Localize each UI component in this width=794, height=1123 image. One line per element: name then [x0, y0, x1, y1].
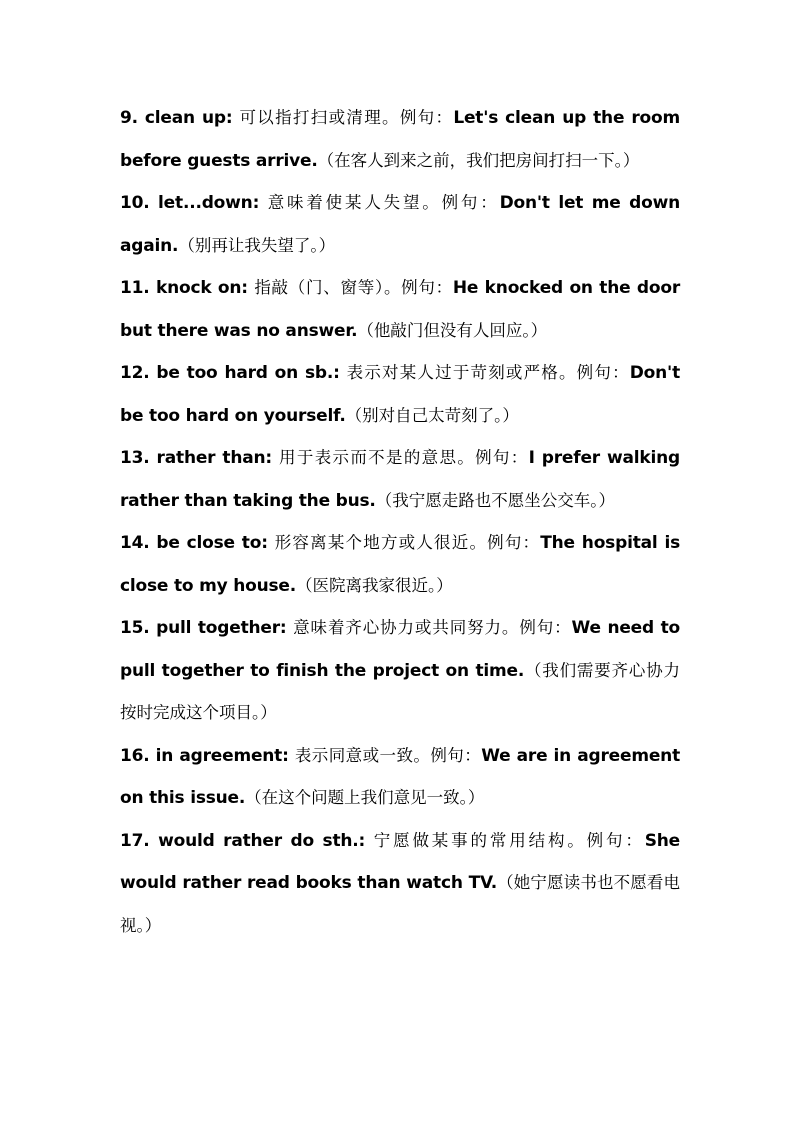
list-item	[120, 607, 680, 735]
phrase-head: 9. clean up:	[120, 108, 240, 128]
phrase-head: 15. pull together:	[120, 618, 294, 638]
phrase-example: I prefer walking rather than taking the bus.	[120, 448, 681, 511]
phrase-definition: 可以指打扫或清理。例句：	[239, 108, 454, 127]
phrase-definition: 指敲（门、窗等）。例句：	[254, 278, 453, 297]
phrase-example: The hospital is close to my house.	[120, 533, 680, 596]
phrase-translation: （他敲门但没有人回应。）	[357, 320, 548, 340]
phrase-example: He knocked on the door but there was no answer.	[120, 278, 681, 341]
phrase-definition: 意味着使某人失望。例句：	[267, 193, 500, 212]
phrase-head: 17. would rather do sth.:	[120, 830, 374, 851]
phrase-example: Don't be too hard on yourself.	[120, 363, 680, 426]
phrase-head: 13. rather than:	[120, 448, 280, 468]
list-item	[120, 522, 680, 607]
phrase-example: We are in agreement on this issue.	[120, 745, 680, 808]
list-item	[120, 352, 680, 437]
phrase-example: Let's clean up the room before guests arrive.	[120, 108, 680, 171]
phrase-definition: 表示同意或一致。例句：	[294, 745, 482, 765]
phrase-translation: （医院离我家很近。）	[295, 575, 453, 595]
list-item	[120, 182, 680, 267]
phrase-head: 16. in agreement:	[120, 745, 295, 766]
phrase-translation: （在这个问题上我们意见一致。）	[245, 788, 485, 807]
phrase-definition: 意味着齐心协力或共同努力。例句：	[293, 618, 572, 637]
list-item	[120, 267, 680, 352]
phrase-head: 11. knock on:	[120, 278, 255, 298]
list-item	[120, 735, 680, 820]
phrase-translation: （我们需要齐心协力按时完成这个项目。）	[120, 660, 681, 722]
phrase-head: 12. be too hard on sb.:	[120, 363, 347, 383]
phrase-translation: （我宁愿走路也不愿坐公交车。）	[375, 490, 615, 510]
phrase-translation: （她宁愿读书也不愿看电视。）	[120, 873, 680, 935]
phrase-definition: 表示对某人过于苛刻或严格。例句：	[346, 363, 630, 382]
phrase-example: We need to pull together to finish the project on time.	[120, 618, 680, 681]
phrase-definition: 宁愿做某事的常用结构。例句：	[373, 830, 645, 850]
phrase-definition: 用于表示而不是的意思。例句：	[279, 448, 529, 467]
phrase-translation: （别再让我失望了。）	[178, 235, 336, 255]
phrase-example: Don't let me down again.	[120, 193, 681, 256]
list-item	[120, 820, 680, 948]
phrase-example: She would rather read books than watch TV.	[120, 830, 681, 893]
phrase-translation: （在客人到来之前，我们把房间打扫一下。）	[317, 150, 640, 170]
phrase-head: 14. be close to:	[120, 533, 275, 553]
phrase-translation: （别对自己太苛刻了。）	[345, 405, 519, 425]
phrase-head: 10. let...down:	[120, 193, 268, 213]
list-item	[120, 97, 680, 182]
list-item	[120, 437, 680, 522]
phrase-definition: 形容离某个地方或人很近。例句：	[274, 533, 541, 552]
phrase-list	[120, 97, 680, 947]
